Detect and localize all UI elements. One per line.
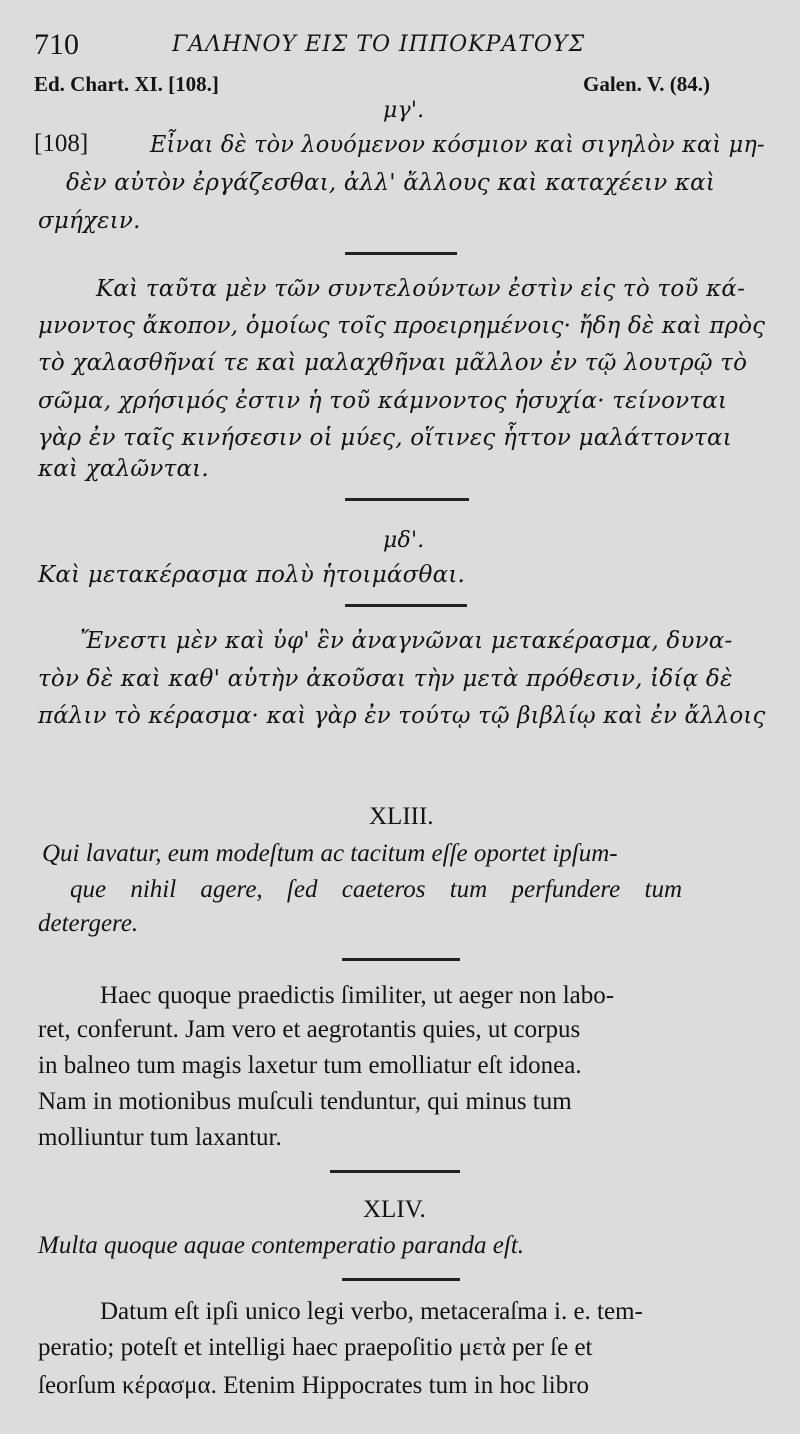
latin-commentary-line: ſeorſum κέρασμα. Etenim Hippocrates tum in hoc libro <box>38 1372 590 1399</box>
running-title: ΓΑΛΗΝΟΥ ΕΙΣ ΤΟ ΙΠΠΟΚΡΑΤΟΥΣ <box>172 32 586 57</box>
divider-rule <box>345 604 467 607</box>
greek-section-number: μγ'. <box>383 98 425 123</box>
galen-reference: Galen. V. (84.) <box>583 72 710 96</box>
greek-commentary-line: πάλιν τὸ κέρασμα· καὶ γὰρ ἐν τούτῳ τῷ βιβλίῳ καὶ ἐν ἄλλοις <box>38 703 766 729</box>
latin-commentary-line: molliuntur tum laxantur. <box>38 1124 282 1151</box>
latin-commentary-line: in balneo tum magis laxetur tum emolliatur eſt idonea. <box>38 1052 582 1079</box>
greek-commentary-line: τὸ χαλασθῆναί τε καὶ μαλαχθῆναι μᾶλλον ἐν τῷ λουτρῷ τὸ <box>38 350 748 376</box>
greek-aphorism-line: σμήχειν. <box>38 208 141 234</box>
greek-commentary-line: γὰρ ἐν ταῖς κινήσεσιν οἱ μύες, οἵτινες ἧττον μαλάττονται <box>38 425 732 451</box>
latin-aphorism-line: que nihil agere, ſed caeteros tum perfundere tum <box>70 876 682 903</box>
divider-rule <box>342 958 460 961</box>
latin-aphorism-line: detergere. <box>38 910 139 937</box>
latin-commentary-line: ret, conferunt. Jam vero et aegrotantis quies, ut corpus <box>38 1016 581 1043</box>
greek-commentary-line: καὶ χαλῶνται. <box>38 456 209 482</box>
latin-aphorism-line: Qui lavatur, eum modeſtum ac tacitum eſſe oportet ipſum- <box>42 840 618 867</box>
greek-aphorism-line: Εἶναι δὲ τὸν λουόμενον κόσμιον καὶ σιγηλὸν καὶ μη- <box>150 132 765 158</box>
latin-commentary-line: Nam in motionibus muſculi tenduntur, qui minus tum <box>38 1088 572 1115</box>
latin-section-number: XLIII. <box>369 803 434 830</box>
divider-rule <box>345 252 457 255</box>
latin-commentary-line: Haec quoque praedictis ſimiliter, ut aeger non labo- <box>100 982 615 1009</box>
greek-commentary-line: τὸν δὲ καὶ καθ' αὑτὴν ἀκοῦσαι τὴν μετὰ πρόθεσιν, ἰδίᾳ δὲ <box>38 666 733 692</box>
greek-aphorism-line: δὲν αὐτὸν ἐργάζεσθαι, ἀλλ' ἄλλους καὶ καταχέειν καὶ <box>66 170 716 196</box>
greek-commentary-line: μνοντος ἄκοπον, ὁμοίως τοῖς προειρημένοις· ἤδη δὲ καὶ πρὸς <box>38 313 766 339</box>
edition-reference: Ed. Chart. XI. [108.] <box>34 72 219 96</box>
greek-commentary-line: Καὶ ταῦτα μὲν τῶν συντελούντων ἐστὶν εἰς τὸ τοῦ κά- <box>96 276 746 302</box>
greek-commentary-line: Ἔνεστι μὲν καὶ ὑφ' ἓν ἀναγνῶναι μετακέρασμα, δυνα- <box>80 628 733 654</box>
latin-aphorism: Multa quoque aquae contemperatio paranda eſt. <box>38 1232 525 1259</box>
greek-section-number: μδ'. <box>383 528 425 553</box>
greek-commentary-line: σῶμα, χρήσιμός ἐστιν ἡ τοῦ κάμνοντος ἡσυχία· τείνονται <box>38 388 728 414</box>
latin-commentary-line: peratio; poteſt et intelligi haec praepoſitio μετὰ per ſe et <box>38 1334 593 1361</box>
divider-rule <box>330 1170 460 1173</box>
greek-aphorism: Καὶ μετακέρασμα πολὺ ἡτοιμάσθαι. <box>38 562 466 588</box>
page-number: 710 <box>34 28 79 61</box>
page-marker: [108] <box>34 130 89 157</box>
divider-rule <box>342 1278 460 1281</box>
divider-rule <box>345 498 469 501</box>
latin-commentary-line: Datum eſt ipſi unico legi verbo, metaceraſma i. e. tem- <box>100 1298 643 1325</box>
latin-section-number: XLIV. <box>363 1196 426 1223</box>
